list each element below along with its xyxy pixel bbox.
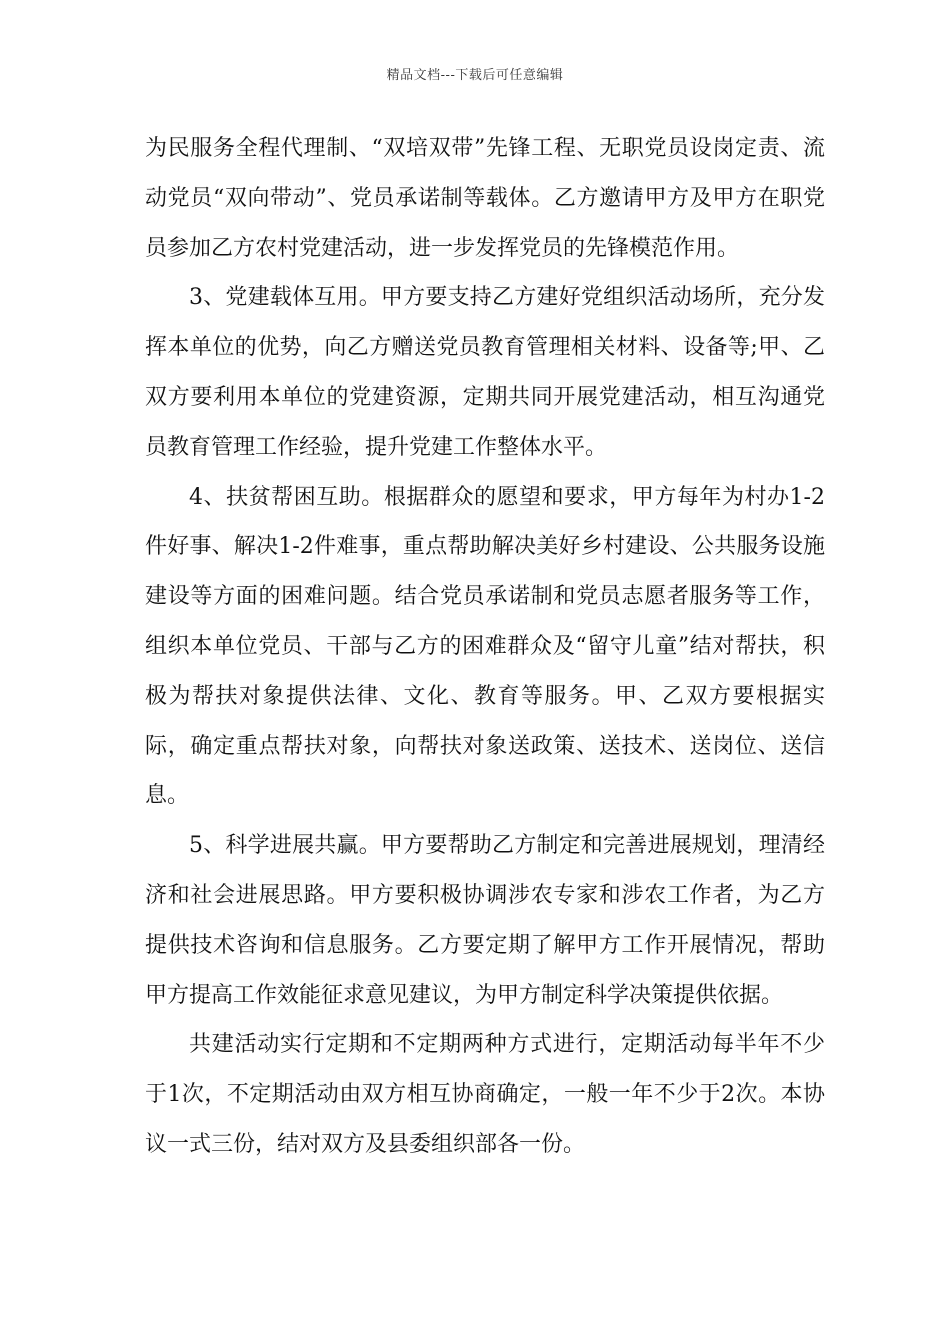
paragraph-5: 共建活动实行定期和不定期两种方式进行，定期活动每半年不少于1次，不定期活动由双方相互协商确定，一般一年不少于2次。本协议一式三份，结对双方及县委组织部各一份。 [145, 1032, 825, 1157]
paragraph-1: 为民服务全程代理制、“双培双带”先锋工程、无职党员设岗定责、流动党员“双向带动”、党员承诺制等载体。乙方邀请甲方及甲方在职党员参加乙方农村党建活动，进一步发挥党员的先锋模范作用。 [145, 136, 825, 261]
paragraph-4: 5、科学进展共赢。甲方要帮助乙方制定和完善进展规划，理清经济和社会进展思路。甲方要积极协调涉农专家和涉农工作者，为乙方提供技术咨询和信息服务。乙方要定期了解甲方工作开展情况，帮助甲方提高工作效能征求意见建议，为甲方制定科学决策提供依据。 [145, 833, 825, 1008]
page-header: 精品文档---下载后可任意编辑 [386, 68, 564, 83]
paragraph-3: 4、扶贫帮困互助。根据群众的愿望和要求，甲方每年为村办1-2件好事、解决1-2件难事，重点帮助解决美好乡村建设、公共服务设施建设等方面的困难问题。结合党员承诺制和党员志愿者服务等工作，组织本单位党员、干部与乙方的困难群众及“留守儿童”结对帮扶，积极为帮扶对象提供法律、文化、教育等服务。甲、乙双方要根据实际，确定重点帮扶对象，向帮扶对象送政策、送技术、送岗位、送信息。 [145, 484, 825, 809]
document-body [145, 124, 825, 1170]
paragraph-2: 3、党建载体互用。甲方要支持乙方建好党组织活动场所，充分发挥本单位的优势，向乙方赠送党员教育管理相关材料、设备等;甲、乙双方要利用本单位的党建资源，定期共同开展党建活动，相互沟通党员教育管理工作经验，提升党建工作整体水平。 [145, 285, 825, 460]
